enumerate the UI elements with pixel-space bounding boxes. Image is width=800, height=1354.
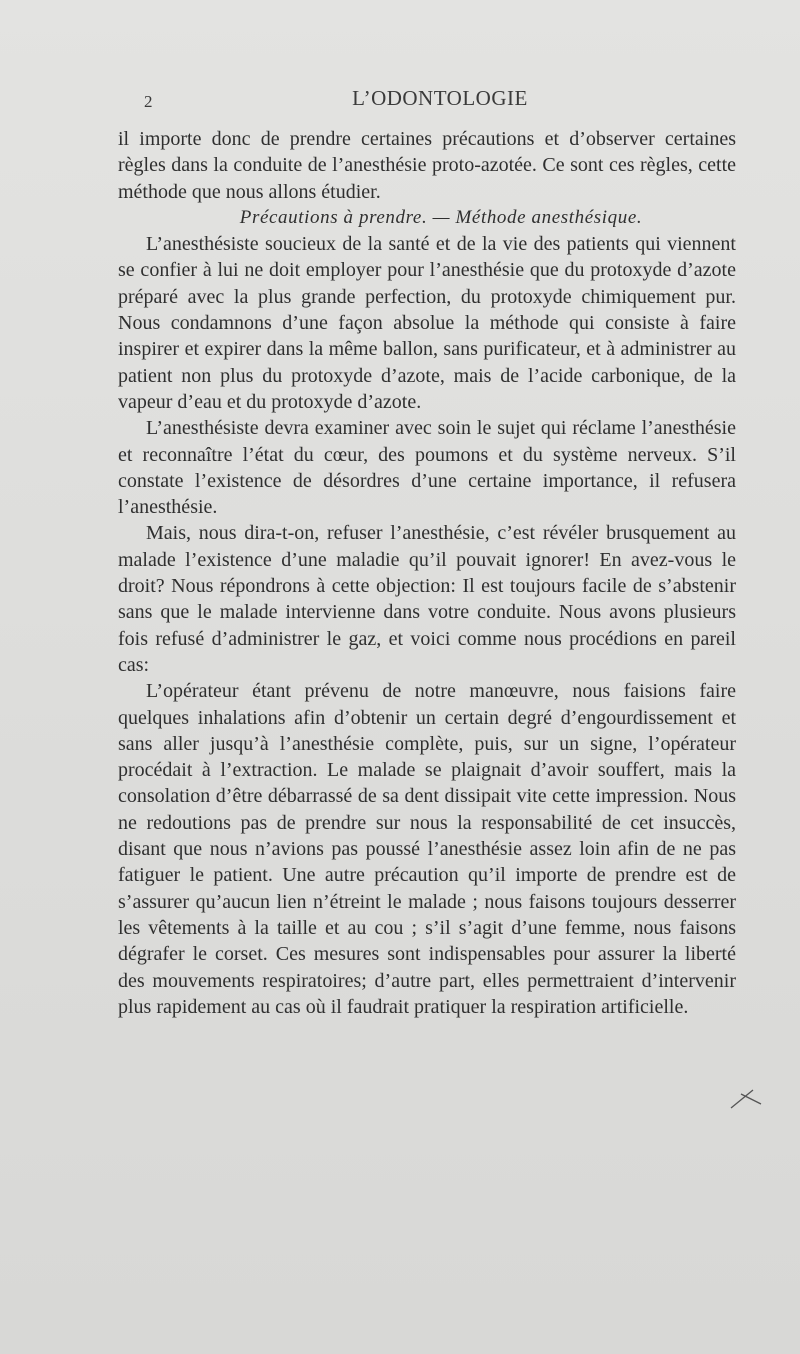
- running-title: L’ODONTOLOGIE: [352, 86, 528, 110]
- page-header: [140, 86, 740, 116]
- page-number: 2: [144, 92, 153, 111]
- section-subheading: Précautions à prendre. — Méthode anesthésique.: [239, 206, 643, 228]
- paragraph-1: L’anesthésiste soucieux de la santé et de la vie des patients qui viennent se confier à lui ne doit employer pour l’anesthésie que du protoxyde d’azote préparé avec la plus grande perfection, du protoxyde chimiquement pur. Nous condamnons d’une façon absolue la méthode qui consiste à faire inspirer et expirer dans la même ballon, sans purificateur, et à administrer au patient non plus du protoxyde d’azote, mais de l’acide carbonique, de la vapeur d’eau et du protoxyde d’azote.: [118, 233, 736, 413]
- paragraph-4: L’opérateur étant prévenu de notre manœuvre, nous faisions faire quelques inhalations afin d’obtenir un certain degré d’engourdissement et sans aller jusqu’à l’anesthésie complète, puis, sur un signe, l’opérateur procédait à l’extraction. Le malade se plaignait d’avoir souffert, mais la consolation d’être débarrassé de sa dent dissipait vite cette impression. Nous ne redoutions pas de prendre sur nous la responsabilité de cet insuccès, disant que nous n’avions pas poussé l’anesthésie assez loin afin de ne pas fatiguer le patient. Une autre précaution qu’il importe de prendre est de s’assurer qu’aucun lien n’étreint le malade ; nous faisons toujours desserrer les vêtements à la taille et au cou ; s’il s’agit d’une femme, nous faisons dégrafer le corset. Ces mesures sont indispensables pour assurer la liberté des mouvements respiratoires; d’autre part, elles permettraient d’intervenir plus rapidement au cas où il faudrait pratiquer la respiration artificielle.: [118, 680, 736, 1018]
- pencil-mark-icon: [727, 1082, 767, 1112]
- body-text: [118, 126, 736, 1020]
- paragraph-2: L’anesthésiste devra examiner avec soin le sujet qui réclame l’anesthésie et reconnaître l’état du cœur, des poumons et du système nerveux. S’il constate l’existence de désordres d’une certaine importance, il refusera l’anesthésie.: [118, 417, 736, 519]
- paragraph-continuation: il importe donc de prendre certaines précautions et d’observer certaines règles dans la conduite de l’anesthésie proto-azotée. Ce sont ces règles, cette méthode que nous allons étudier.: [118, 128, 736, 203]
- paragraph-3: Mais, nous dira-t-on, refuser l’anesthésie, c’est révéler brusquement au malade l’existence d’une maladie qu’il pouvait ignorer! En avez-vous le droit? Nous répondrons à cette objection: Il est toujours facile de s’abstenir sans que le malade intervienne dans votre conduite. Nous avons plusieurs fois refusé d’administrer le gaz, et voici comme nous procédions en pareil cas:: [118, 522, 736, 676]
